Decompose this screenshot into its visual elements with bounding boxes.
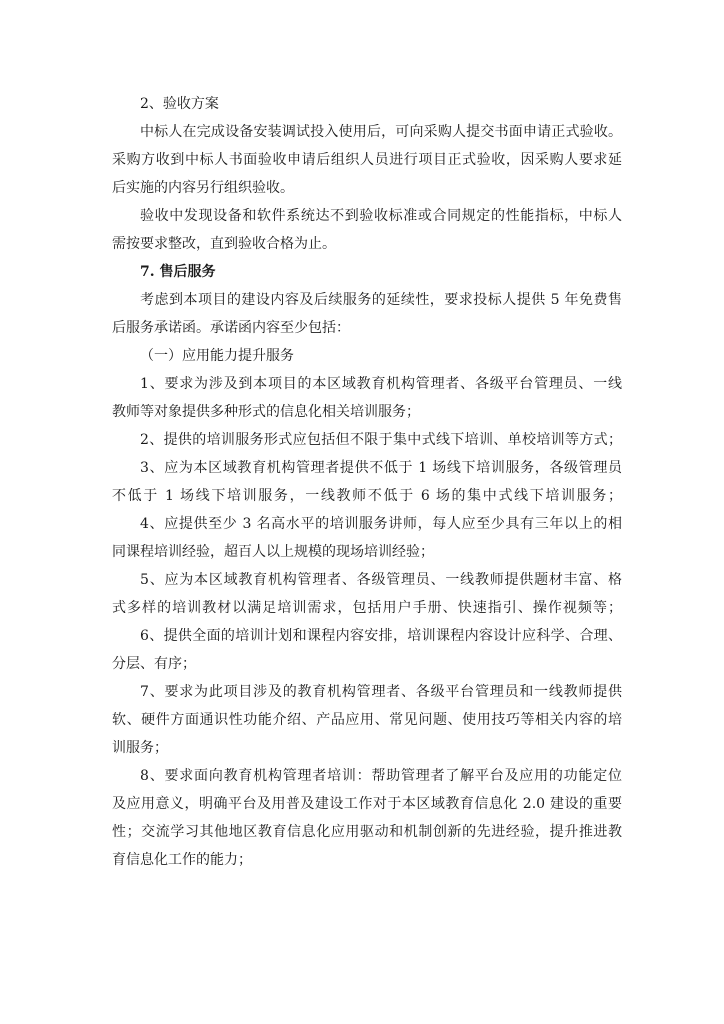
list-item-line: 5、应为本区域教育机构管理者、各级管理员、一线教师提供题材丰富、格 — [140, 572, 622, 588]
list-item-line: 2、提供的培训服务形式应包括但不限于集中式线下培训、单校培训等方式； — [140, 432, 622, 448]
list-item-line: 7、要求为此项目涉及的教育机构管理者、各级平台管理员和一线教师提供 — [140, 684, 622, 700]
section-heading-after-sales-service: 7. 售后服务 — [140, 264, 216, 280]
list-item-line: 4、应提供至少 3 名高水平的培训服务讲师，每人应至少具有三年以上的相 — [140, 516, 622, 532]
list-item-line: 软、硬件方面通识性功能介绍、产品应用、常见问题、使用技巧等相关内容的培 — [112, 712, 622, 728]
list-item-line: 及应用意义，明确平台及用普及建设工作对于本区域教育信息化 2.0 建设的重要 — [112, 796, 622, 812]
list-item-line: 分层、有序； — [112, 656, 196, 672]
paragraph-line: 中标人在完成设备安装调试投入使用后，可向采购人提交书面申请正式验收。 — [140, 124, 622, 140]
list-item-line: 育信息化工作的能力； — [112, 852, 252, 868]
list-item-line: 式多样的培训教材以满足培训需求，包括用户手册、快速指引、操作视频等； — [112, 600, 622, 616]
paragraph-line: 后服务承诺函。承诺函内容至少包括： — [112, 320, 350, 336]
paragraph-line: 验收中发现设备和软件系统达不到验收标准或合同规定的性能指标，中标人 — [140, 208, 622, 224]
section-heading-acceptance-plan: 2、验收方案 — [140, 96, 219, 112]
list-item-line: 3、应为本区域教育机构管理者提供不低于 1 场线下培训服务，各级管理员 — [140, 460, 622, 476]
paragraph-line: 采购方收到中标人书面验收申请后组织人员进行项目正式验收，因采购人要求延 — [112, 152, 622, 168]
list-item-line: 教师等对象提供多种形式的信息化相关培训服务； — [112, 404, 420, 420]
list-item-line: 性；交流学习其他地区教育信息化应用驱动和机制创新的先进经验，提升推进教 — [112, 824, 622, 840]
list-item-line: 1、要求为涉及到本项目的本区域教育机构管理者、各级平台管理员、一线 — [140, 376, 622, 392]
subsection-heading-capability-improvement: （一）应用能力提升服务 — [140, 348, 294, 364]
paragraph-line: 后实施的内容另行组织验收。 — [112, 180, 294, 196]
list-item-line: 同课程培训经验，超百人以上规模的现场培训经验； — [112, 544, 434, 560]
document-body — [112, 90, 622, 874]
paragraph-line: 考虑到本项目的建设内容及后续服务的延续性，要求投标人提供 5 年免费售 — [140, 292, 622, 308]
list-item-line: 不低于 1 场线下培训服务，一线教师不低于 6 场的集中式线下培训服务； — [112, 488, 622, 504]
list-item-line: 8、要求面向教育机构管理者培训：帮助管理者了解平台及应用的功能定位 — [140, 768, 622, 784]
list-item-line: 训服务； — [112, 740, 168, 756]
list-item-line: 6、提供全面的培训计划和课程内容安排，培训课程内容设计应科学、合理、 — [140, 628, 622, 644]
paragraph-line: 需按要求整改，直到验收合格为止。 — [112, 236, 336, 252]
